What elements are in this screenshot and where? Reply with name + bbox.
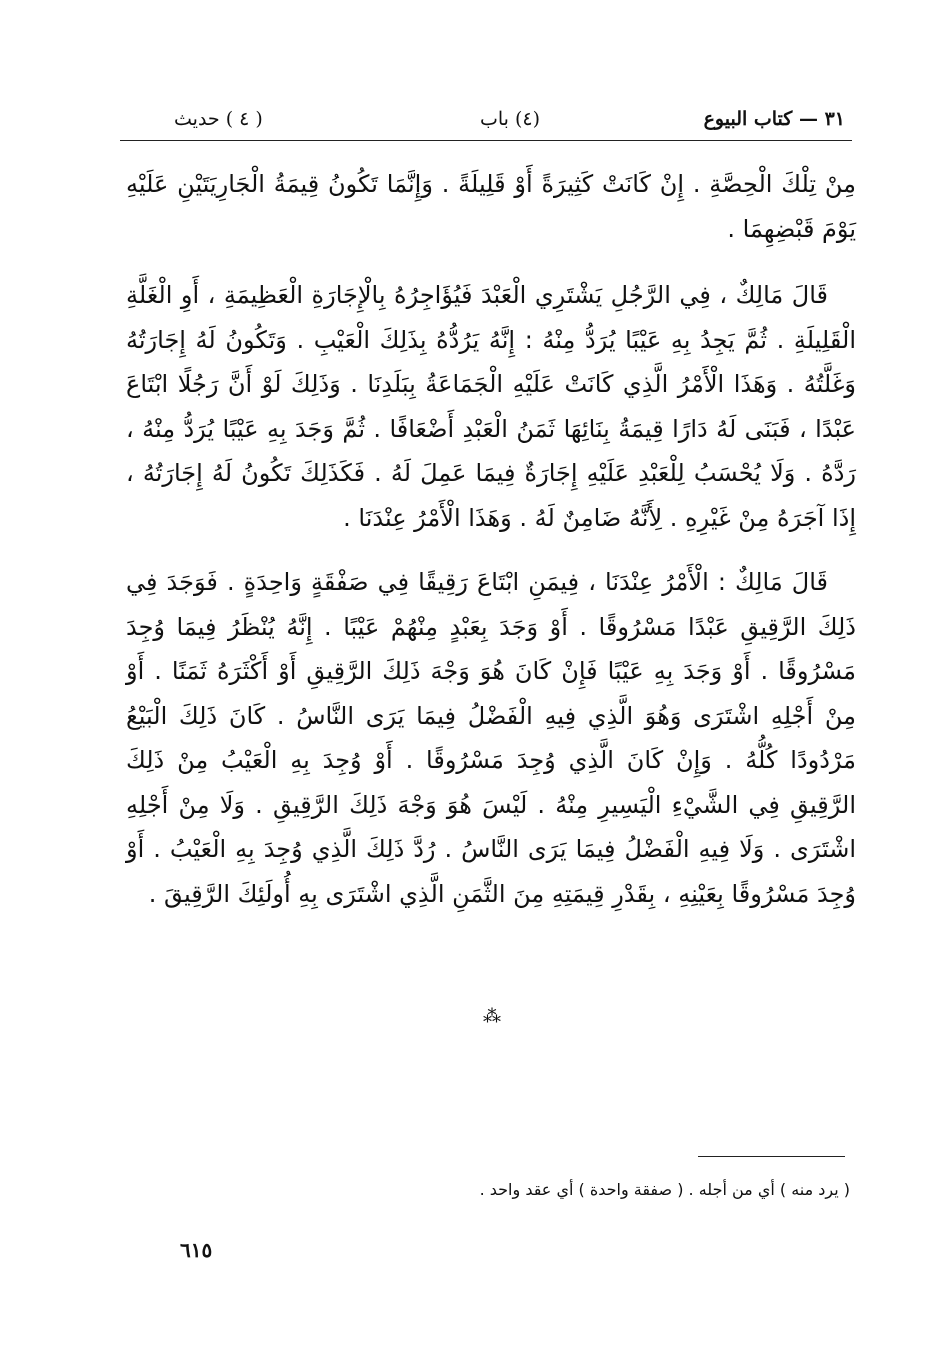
header-book-title: ٣١ — كتاب البيوع	[703, 108, 845, 130]
running-header	[130, 104, 845, 140]
header-hadith: ( ٤ ) حديث	[174, 108, 263, 130]
section-ornament: ⁂	[483, 1006, 501, 1027]
header-divider	[120, 140, 852, 141]
page-number: ٦١٥	[180, 1238, 213, 1262]
paragraph-3: قَالَ مَالِكٌ : الْأَمْرُ عِنْدَنَا ، فِيمَنِ ابْتَاعَ رَقِيقًا فِي صَفْقَةٍ وَاحِدَةٍ . فَوَجَدَ فِي ذَلِكَ الرَّقِيقِ عَبْدًا مَسْرُوقًا . أَوْ وَجَدَ بِعَبْدٍ مِنْهُمْ عَيْبًا . إِنَّهُ يُنْظَرُ فِيمَا وُجِدَ مَسْرُوقًا . أَوْ وَجَدَ بِهِ عَيْبًا فَإِنْ كَانَ هُوَ وَجْهَ ذَلِكَ الرَّقِيقِ أَوْ أَكْثَرَهُ ثَمَنًا . أَوْ مِنْ أَجْلِهِ اشْتَرَى وَهُوَ الَّذِي فِيهِ الْفَضْلُ فِيمَا يَرَى النَّاسُ . كَانَ ذَلِكَ الْبَيْعُ مَرْدُودًا كُلُّهُ . وَإِنْ كَانَ الَّذِي وُجِدَ مَسْرُوقًا . أَوْ وُجِدَ بِهِ الْعَيْبُ مِنْ ذَلِكَ الرَّقِيقِ فِي الشَّيْءِ الْيَسِيرِ مِنْهُ . لَيْسَ هُوَ وَجْهَ ذَلِكَ الرَّقِيقِ . وَلَا مِنْ أَجْلِهِ اشْتَرَى . وَلَا فِيهِ الْفَضْلُ فِيمَا يَرَى النَّاسُ . رُدَّ ذَلِكَ الَّذِي وُجِدَ بِهِ الْعَيْبُ . أَوْ وُجِدَ مَسْرُوقًا بِعَيْنِهِ ، بِقَدْرِ قِيمَتِهِ مِنَ الثَّمَنِ الَّذِي اشْتَرَى بِهِ أُولَئِكَ الرَّقِيقَ .	[126, 568, 856, 908]
header-bab: (٤) باب	[479, 108, 540, 130]
main-text	[126, 162, 856, 916]
paragraph-2: قَالَ مَالِكٌ ، فِي الرَّجُلِ يَشْتَرِي الْعَبْدَ فَيُؤَاجِرُهُ بِالْإِجَارَةِ الْعَظِيمَةِ ، أَوِ الْغَلَّةِ الْقَلِيلَةِ . ثُمَّ يَجِدُ بِهِ عَيْبًا يُرَدُّ مِنْهُ : إِنَّهُ يَرُدُّهُ بِذَلِكَ الْعَيْبِ . وَتَكُونُ لَهُ إِجَارَتُهُ وَغَلَّتُهُ . وَهَذَا الْأَمْرُ الَّذِي كَانَتْ عَلَيْهِ الْجَمَاعَةُ بِبَلَدِنَا . وَذَلِكَ لَوْ أَنَّ رَجُلًا ابْتَاعَ عَبْدًا ، فَبَنَى لَهُ دَارًا قِيمَةُ بِنَائِهَا ثَمَنُ الْعَبْدِ أَضْعَافًا . ثُمَّ وَجَدَ بِهِ عَيْبًا يُرَدُّ مِنْهُ ، رَدَّهُ . وَلَا يُحْسَبُ لِلْعَبْدِ عَلَيْهِ إِجَارَةٌ فِيمَا عَمِلَ لَهُ . فَكَذَلِكَ تَكُونُ لَهُ إِجَارَتُهُ ، إِذَا آجَرَهُ مِنْ غَيْرِهِ . لِأَنَّهُ ضَامِنٌ لَهُ . وَهَذَا الْأَمْرُ عِنْدَنَا .	[126, 281, 856, 532]
footnote-divider	[698, 1156, 845, 1157]
footnote: ( يرد منه ) أي من أجله . ( صفقة واحدة ) أي عقد واحد .	[479, 1180, 850, 1199]
paragraph-1: مِنْ تِلْكَ الْحِصَّةِ . إِنْ كَانَتْ كَثِيرَةً أَوْ قَلِيلَةً . وَإِنَّمَا تَكُونُ قِيمَةُ الْجَارِيَتَيْنِ عَلَيْهِ يَوْمَ قَبْضِهِمَا .	[126, 170, 856, 243]
